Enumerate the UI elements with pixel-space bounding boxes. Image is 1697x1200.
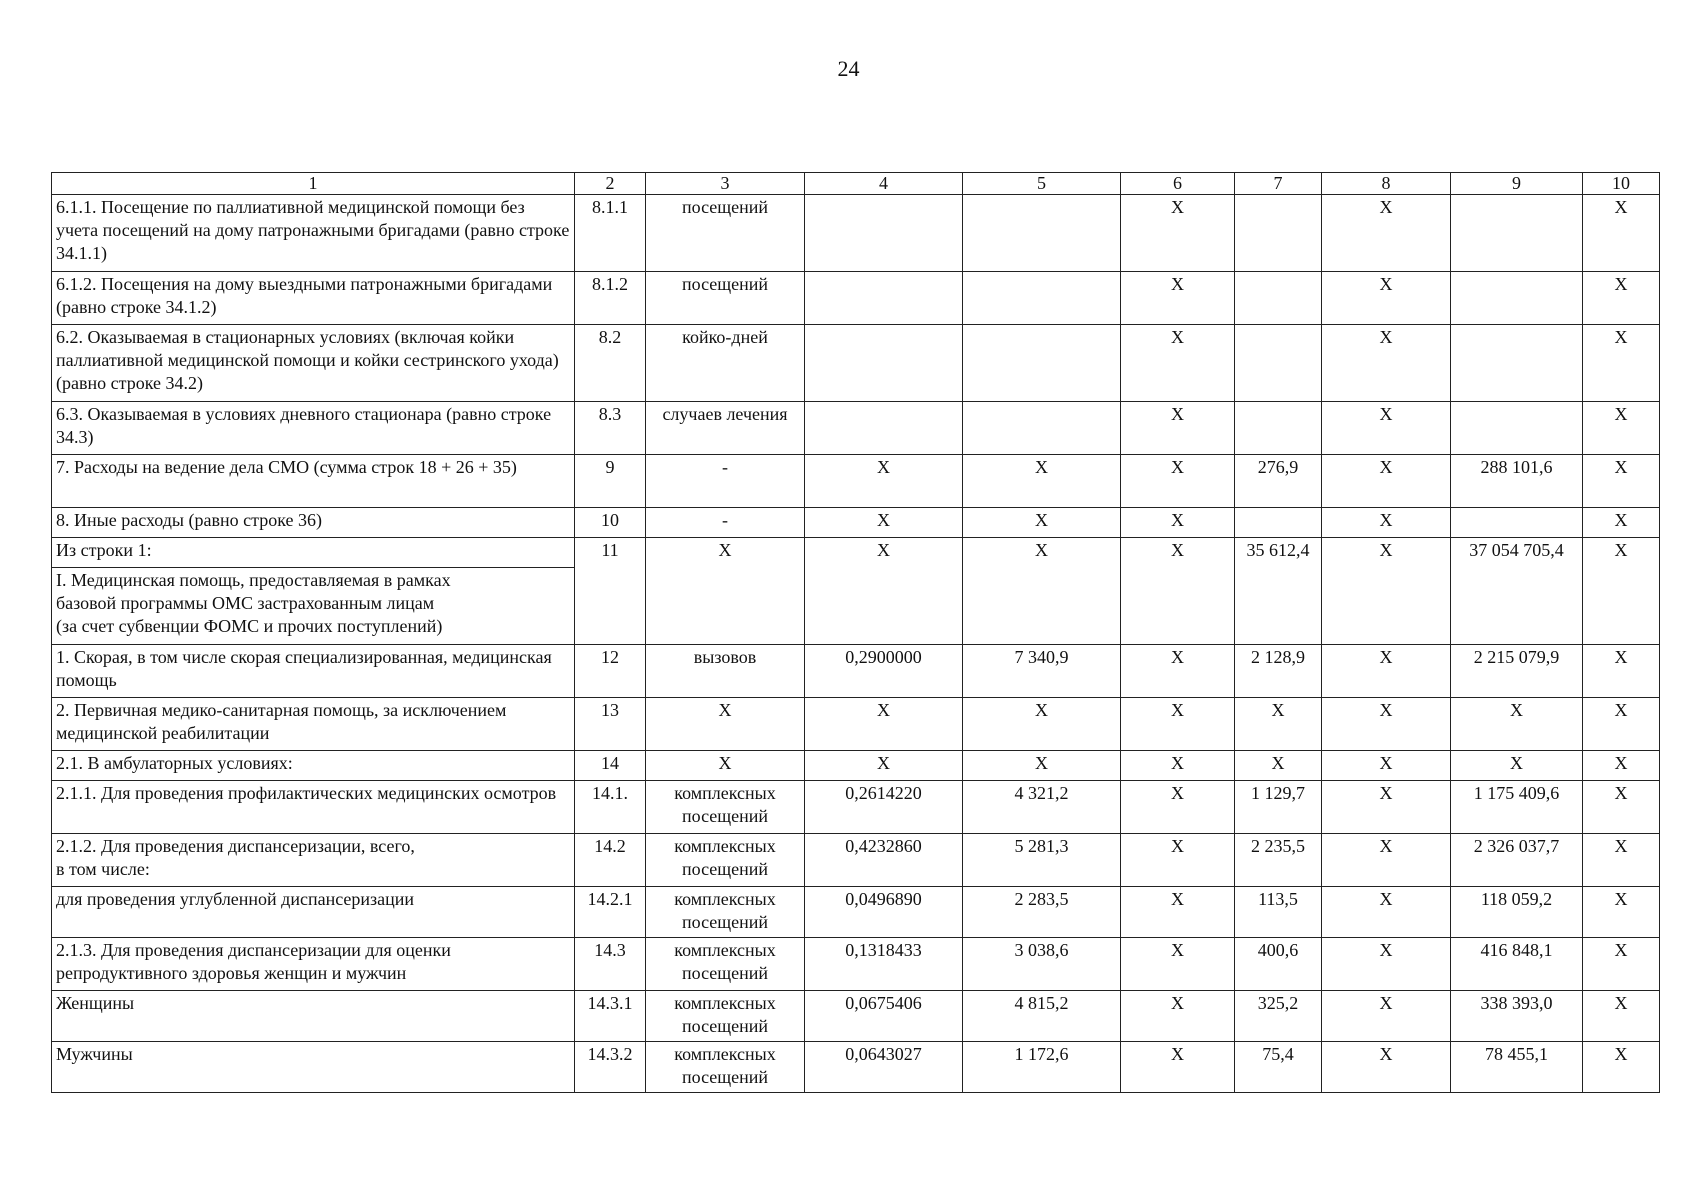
cell-col9: 416 848,1	[1451, 938, 1583, 991]
cell-col7: 325,2	[1235, 991, 1322, 1042]
cell-col8: X	[1322, 938, 1451, 991]
cell-col6: X	[1121, 402, 1235, 455]
cell-col9: X	[1451, 698, 1583, 751]
cell-col8: X	[1322, 834, 1451, 887]
table-row	[52, 781, 1660, 834]
row-unit: койко-дней	[646, 325, 805, 402]
cell-col5	[963, 325, 1121, 402]
row-code: 14.3	[575, 938, 646, 991]
row-name: 2.1.1. Для проведения профилактических медицинских осмотров	[52, 781, 575, 834]
cell-col7: 113,5	[1235, 887, 1322, 938]
cell-col9	[1451, 402, 1583, 455]
table-row	[52, 938, 1660, 991]
cell-col6: X	[1121, 781, 1235, 834]
cell-col10: X	[1583, 991, 1660, 1042]
cell-col7: X	[1235, 751, 1322, 781]
row-name: 6.3. Оказываемая в условиях дневного стационара (равно строке 34.3)	[52, 402, 575, 455]
cell-col7: 2 235,5	[1235, 834, 1322, 887]
cell-col4: 0,0643027	[805, 1042, 963, 1093]
cell-col10: X	[1583, 751, 1660, 781]
cell-col9: 288 101,6	[1451, 455, 1583, 508]
table-row	[52, 698, 1660, 751]
row-unit: случаев лечения	[646, 402, 805, 455]
cell-col7: 1 129,7	[1235, 781, 1322, 834]
cell-col5	[963, 272, 1121, 325]
cell-col6: X	[1121, 991, 1235, 1042]
cell-col5: 5 281,3	[963, 834, 1121, 887]
table-row-group-top	[52, 538, 1660, 568]
row-code: 8.3	[575, 402, 646, 455]
cell-col7: X	[1235, 698, 1322, 751]
row-code: 8.1.1	[575, 195, 646, 272]
cell-col4	[805, 272, 963, 325]
cell-col9: 338 393,0	[1451, 991, 1583, 1042]
cell-col7: 75,4	[1235, 1042, 1322, 1093]
cell-col9	[1451, 195, 1583, 272]
cell-col8: X	[1322, 272, 1451, 325]
row-name	[52, 834, 575, 887]
row-code: 8.2	[575, 325, 646, 402]
column-header: 6	[1121, 173, 1235, 195]
cell-col7: 35 612,4	[1235, 538, 1322, 645]
cell-col4: 0,2900000	[805, 645, 963, 698]
table-row	[52, 991, 1660, 1042]
column-header: 9	[1451, 173, 1583, 195]
row-name: Мужчины	[52, 1042, 575, 1093]
row-unit: -	[646, 508, 805, 538]
row-name: Из строки 1:	[52, 538, 575, 568]
row-name: 6.1.1. Посещение по паллиативной медицинской помощи без учета посещений на дому патронажными бригадами (равно строке 34.1.1)	[52, 195, 575, 272]
cell-col10: X	[1583, 508, 1660, 538]
cell-col8: X	[1322, 698, 1451, 751]
cell-col10: X	[1583, 887, 1660, 938]
table-row	[52, 887, 1660, 938]
cell-col10: X	[1583, 455, 1660, 508]
cell-col8: X	[1322, 991, 1451, 1042]
table-row	[52, 272, 1660, 325]
cell-col4	[805, 325, 963, 402]
row-name: 8. Иные расходы (равно строке 36)	[52, 508, 575, 538]
cell-col7	[1235, 272, 1322, 325]
cell-col10: X	[1583, 1042, 1660, 1093]
table-row	[52, 1042, 1660, 1093]
cell-col10: X	[1583, 698, 1660, 751]
cell-col9: X	[1451, 751, 1583, 781]
cell-col8: X	[1322, 887, 1451, 938]
row-code: 14.2	[575, 834, 646, 887]
row-name: 2.1.3. Для проведения диспансеризации для оценки репродуктивного здоровья женщин и мужчин	[52, 938, 575, 991]
row-unit: комплексных посещений	[646, 1042, 805, 1093]
row-unit: комплексных посещений	[646, 887, 805, 938]
cell-col8: X	[1322, 538, 1451, 645]
cell-col6: X	[1121, 325, 1235, 402]
cell-col6: X	[1121, 538, 1235, 645]
cell-col8: X	[1322, 645, 1451, 698]
cell-col6: X	[1121, 195, 1235, 272]
cell-col5: X	[963, 455, 1121, 508]
row-code: 14.2.1	[575, 887, 646, 938]
cell-col5: 7 340,9	[963, 645, 1121, 698]
row-code: 10	[575, 508, 646, 538]
row-code: 14.1.	[575, 781, 646, 834]
row-name-line: 2.1.2. Для проведения диспансеризации, всего,	[56, 836, 415, 856]
cell-col4: 0,0675406	[805, 991, 963, 1042]
cell-col8: X	[1322, 1042, 1451, 1093]
cell-col5: 4 321,2	[963, 781, 1121, 834]
table-row	[52, 195, 1660, 272]
row-unit: вызовов	[646, 645, 805, 698]
row-unit: комплексных посещений	[646, 834, 805, 887]
cell-col5: X	[963, 698, 1121, 751]
row-name-line: (за счет субвенции ФОМС и прочих поступлений)	[56, 616, 443, 636]
table-row	[52, 508, 1660, 538]
cell-col9	[1451, 325, 1583, 402]
column-header: 3	[646, 173, 805, 195]
cell-col7: 400,6	[1235, 938, 1322, 991]
row-unit: посещений	[646, 195, 805, 272]
page-number: 24	[837, 56, 860, 81]
cell-col9: 118 059,2	[1451, 887, 1583, 938]
row-code: 9	[575, 455, 646, 508]
row-name: 7. Расходы на ведение дела СМО (сумма строк 18 + 26 + 35)	[52, 455, 575, 508]
row-unit: X	[646, 538, 805, 645]
row-unit: X	[646, 698, 805, 751]
cell-col9: 78 455,1	[1451, 1042, 1583, 1093]
cell-col7	[1235, 325, 1322, 402]
row-name: 6.2. Оказываемая в стационарных условиях (включая койки паллиативной медицинской помощи и койки сестринского ухода) (равно строке 34.2)	[52, 325, 575, 402]
cell-col4: X	[805, 538, 963, 645]
table-row	[52, 402, 1660, 455]
row-unit: X	[646, 751, 805, 781]
cell-col6: X	[1121, 887, 1235, 938]
cell-col10: X	[1583, 834, 1660, 887]
cell-col6: X	[1121, 938, 1235, 991]
cell-col6: X	[1121, 834, 1235, 887]
cell-col9	[1451, 272, 1583, 325]
cell-col9: 37 054 705,4	[1451, 538, 1583, 645]
row-name: 2. Первичная медико-санитарная помощь, за исключением медицинской реабилитации	[52, 698, 575, 751]
row-name: Женщины	[52, 991, 575, 1042]
cell-col6: X	[1121, 698, 1235, 751]
cell-col4: 0,1318433	[805, 938, 963, 991]
data-table-container	[51, 172, 1659, 1093]
column-header: 10	[1583, 173, 1660, 195]
cell-col6: X	[1121, 508, 1235, 538]
cell-col8: X	[1322, 325, 1451, 402]
cell-col6: X	[1121, 645, 1235, 698]
row-name-line: I. Медицинская помощь, предоставляемая в рамках	[56, 570, 451, 590]
cell-col7: 2 128,9	[1235, 645, 1322, 698]
table-row	[52, 325, 1660, 402]
cell-col7	[1235, 195, 1322, 272]
cell-col7	[1235, 402, 1322, 455]
cell-col4: X	[805, 698, 963, 751]
column-header: 1	[52, 173, 575, 195]
row-unit: комплексных посещений	[646, 938, 805, 991]
cell-col7	[1235, 508, 1322, 538]
column-number-row	[52, 173, 1660, 195]
cell-col4: 0,4232860	[805, 834, 963, 887]
table-row	[52, 645, 1660, 698]
cell-col8: X	[1322, 402, 1451, 455]
cell-col4: X	[805, 508, 963, 538]
column-header: 2	[575, 173, 646, 195]
cell-col5: X	[963, 751, 1121, 781]
row-code: 13	[575, 698, 646, 751]
cell-col6: X	[1121, 751, 1235, 781]
cell-col4	[805, 402, 963, 455]
column-header: 5	[963, 173, 1121, 195]
row-unit: посещений	[646, 272, 805, 325]
cell-col5: 4 815,2	[963, 991, 1121, 1042]
row-name-section	[52, 568, 575, 645]
cell-col10: X	[1583, 938, 1660, 991]
column-header: 7	[1235, 173, 1322, 195]
data-table	[51, 172, 1660, 1093]
cell-col9: 1 175 409,6	[1451, 781, 1583, 834]
cell-col8: X	[1322, 455, 1451, 508]
cell-col7: 276,9	[1235, 455, 1322, 508]
cell-col5: 1 172,6	[963, 1042, 1121, 1093]
row-name: 6.1.2. Посещения на дому выездными патронажными бригадами (равно строке 34.1.2)	[52, 272, 575, 325]
cell-col8: X	[1322, 781, 1451, 834]
row-name: для проведения углубленной диспансеризации	[52, 887, 575, 938]
cell-col10: X	[1583, 538, 1660, 645]
row-name: 1. Скорая, в том числе скорая специализированная, медицинская помощь	[52, 645, 575, 698]
cell-col5: X	[963, 508, 1121, 538]
column-header: 4	[805, 173, 963, 195]
cell-col10: X	[1583, 781, 1660, 834]
cell-col8: X	[1322, 751, 1451, 781]
cell-col5: 3 038,6	[963, 938, 1121, 991]
cell-col10: X	[1583, 402, 1660, 455]
cell-col10: X	[1583, 645, 1660, 698]
row-code: 12	[575, 645, 646, 698]
cell-col8: X	[1322, 508, 1451, 538]
table-row	[52, 455, 1660, 508]
table-row	[52, 751, 1660, 781]
cell-col9	[1451, 508, 1583, 538]
table-row	[52, 834, 1660, 887]
cell-col8: X	[1322, 195, 1451, 272]
cell-col4	[805, 195, 963, 272]
row-unit: комплексных посещений	[646, 991, 805, 1042]
cell-col10: X	[1583, 325, 1660, 402]
cell-col5: 2 283,5	[963, 887, 1121, 938]
row-name: 2.1. В амбулаторных условиях:	[52, 751, 575, 781]
cell-col4: 0,2614220	[805, 781, 963, 834]
row-code: 11	[575, 538, 646, 645]
cell-col5: X	[963, 538, 1121, 645]
cell-col4: X	[805, 455, 963, 508]
row-code: 14.3.2	[575, 1042, 646, 1093]
row-unit: комплексных посещений	[646, 781, 805, 834]
row-code: 14	[575, 751, 646, 781]
cell-col5	[963, 195, 1121, 272]
cell-col6: X	[1121, 1042, 1235, 1093]
cell-col10: X	[1583, 272, 1660, 325]
cell-col6: X	[1121, 455, 1235, 508]
cell-col9: 2 215 079,9	[1451, 645, 1583, 698]
cell-col4: 0,0496890	[805, 887, 963, 938]
row-name-line: базовой программы ОМС застрахованным лицам	[56, 593, 435, 613]
cell-col6: X	[1121, 272, 1235, 325]
row-code: 8.1.2	[575, 272, 646, 325]
row-code: 14.3.1	[575, 991, 646, 1042]
cell-col10: X	[1583, 195, 1660, 272]
cell-col5	[963, 402, 1121, 455]
row-unit: -	[646, 455, 805, 508]
cell-col9: 2 326 037,7	[1451, 834, 1583, 887]
cell-col4: X	[805, 751, 963, 781]
column-header: 8	[1322, 173, 1451, 195]
row-name-line: в том числе:	[56, 859, 150, 879]
